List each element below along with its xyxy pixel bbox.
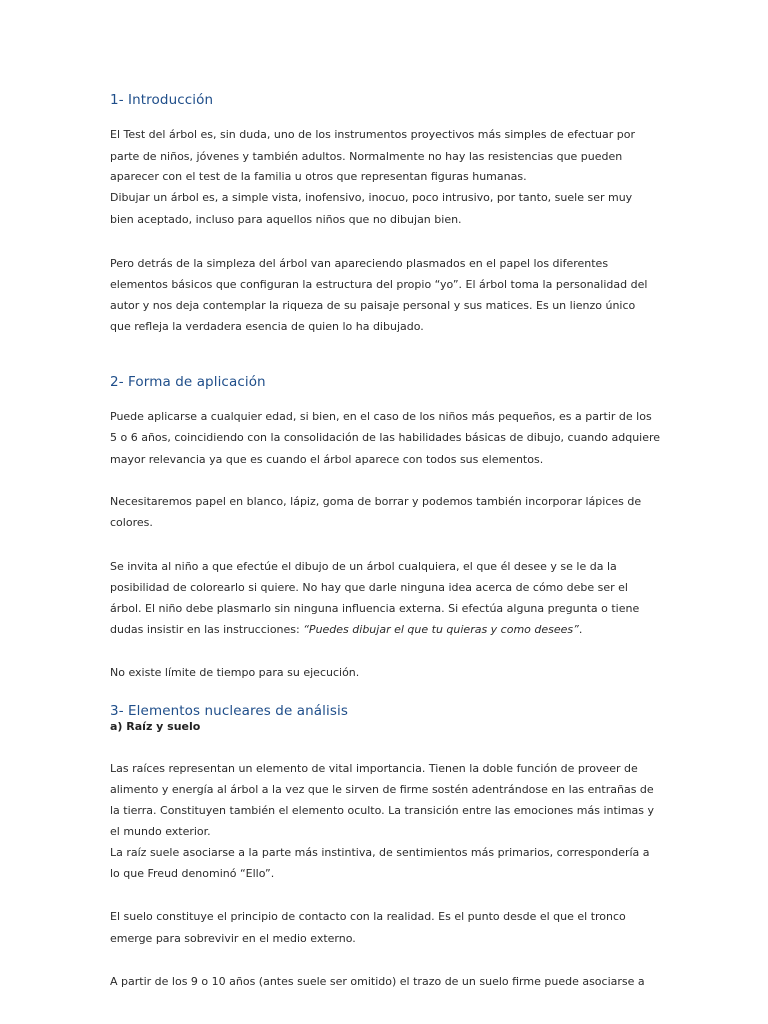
section-heading-forma-de-aplicacion: 2- Forma de aplicación [110,374,266,390]
paragraph-line: el mundo exterior. [110,825,211,838]
paragraph-line: aparecer con el test de la familia u otros que representan figuras humanas. [110,170,527,183]
paragraph-line: posibilidad de colorearlo si quiere. No hay que darle ninguna idea acerca de cómo debe ser el [110,581,628,594]
quoted-instruction: “Puedes dibujar el que tu quieras y como desees” [303,623,579,636]
paragraph-line: Se invita al niño a que efectúe el dibujo de un árbol cualquiera, el que él desee y se le da la [110,560,617,573]
paragraph-line: bien aceptado, incluso para aquellos niños que no dibujan bien. [110,213,462,226]
paragraph-line: la tierra. Constituyen también el elemento oculto. La transición entre las emociones más intimas y [110,804,655,817]
paragraph-line: Las raíces representan un elemento de vital importancia. Tienen la doble función de proveer de [110,762,638,775]
paragraph-line: No existe límite de tiempo para su ejecución. [110,666,360,679]
paragraph-line: elementos básicos que configuran la estructura del propio “yo”. El árbol toma la personalidad del [110,278,648,291]
paragraph-line: La raíz suele asociarse a la parte más instintiva, de sentimientos más primarios, correspondería a [110,846,650,859]
paragraph-line: Puede aplicarse a cualquier edad, si bien, en el caso de los niños más pequeños, es a partir de los [110,410,652,423]
paragraph-line: árbol. El niño debe plasmarlo sin ninguna influencia externa. Si efectúa alguna pregunta o tiene [110,602,640,615]
paragraph-line: parte de niños, jóvenes y también adultos. Normalmente no hay las resistencias que pueden [110,150,623,163]
paragraph-line: emerge para sobrevivir en el medio externo. [110,932,356,945]
paragraph-line: que refleja la verdadera esencia de quien lo ha dibujado. [110,320,424,333]
paragraph-line: 5 o 6 años, coincidiendo con la consolidación de las habilidades básicas de dibujo, cuando adquiere [110,431,661,444]
paragraph-line: Pero detrás de la simpleza del árbol van apareciendo plasmados en el papel los diferentes [110,257,609,270]
paragraph-line: El suelo constituye el principio de contacto con la realidad. Es el punto desde el que el tronco [110,910,626,923]
paragraph-line: Necesitaremos papel en blanco, lápiz, goma de borrar y podemos también incorporar lápices de [110,495,642,508]
section-heading-elementos-nucleares: 3- Elementos nucleares de análisis [110,703,348,719]
paragraph-line: El Test del árbol es, sin duda, uno de los instrumentos proyectivos más simples de efectuar por [110,128,635,141]
paragraph-line: A partir de los 9 o 10 años (antes suele ser omitido) el trazo de un suelo firme puede asociarse a [110,975,645,988]
subsection-heading-raiz-y-suelo: a) Raíz y suelo [110,720,201,733]
paragraph-line: lo que Freud denominó “Ello”. [110,867,275,880]
section-heading-introduccion: 1- Introducción [110,92,214,108]
paragraph-line-with-quote [110,623,582,637]
paragraph-line: Dibujar un árbol es, a simple vista, inofensivo, inocuo, poco intrusivo, por tanto, suele ser muy [110,191,633,204]
paragraph-line: mayor relevancia ya que es cuando el árbol aparece con todos sus elementos. [110,453,544,466]
paragraph-text: . [578,623,583,636]
paragraph-text: dudas insistir en las instrucciones: [110,623,304,636]
paragraph-line: autor y nos deja contemplar la riqueza de su paisaje personal y sus matices. Es un lienzo único [110,299,636,312]
paragraph-line: alimento y energía al árbol a la vez que le sirven de firme sostén adentrándose en las entrañas de [110,783,654,796]
paragraph-line: colores. [110,516,153,529]
